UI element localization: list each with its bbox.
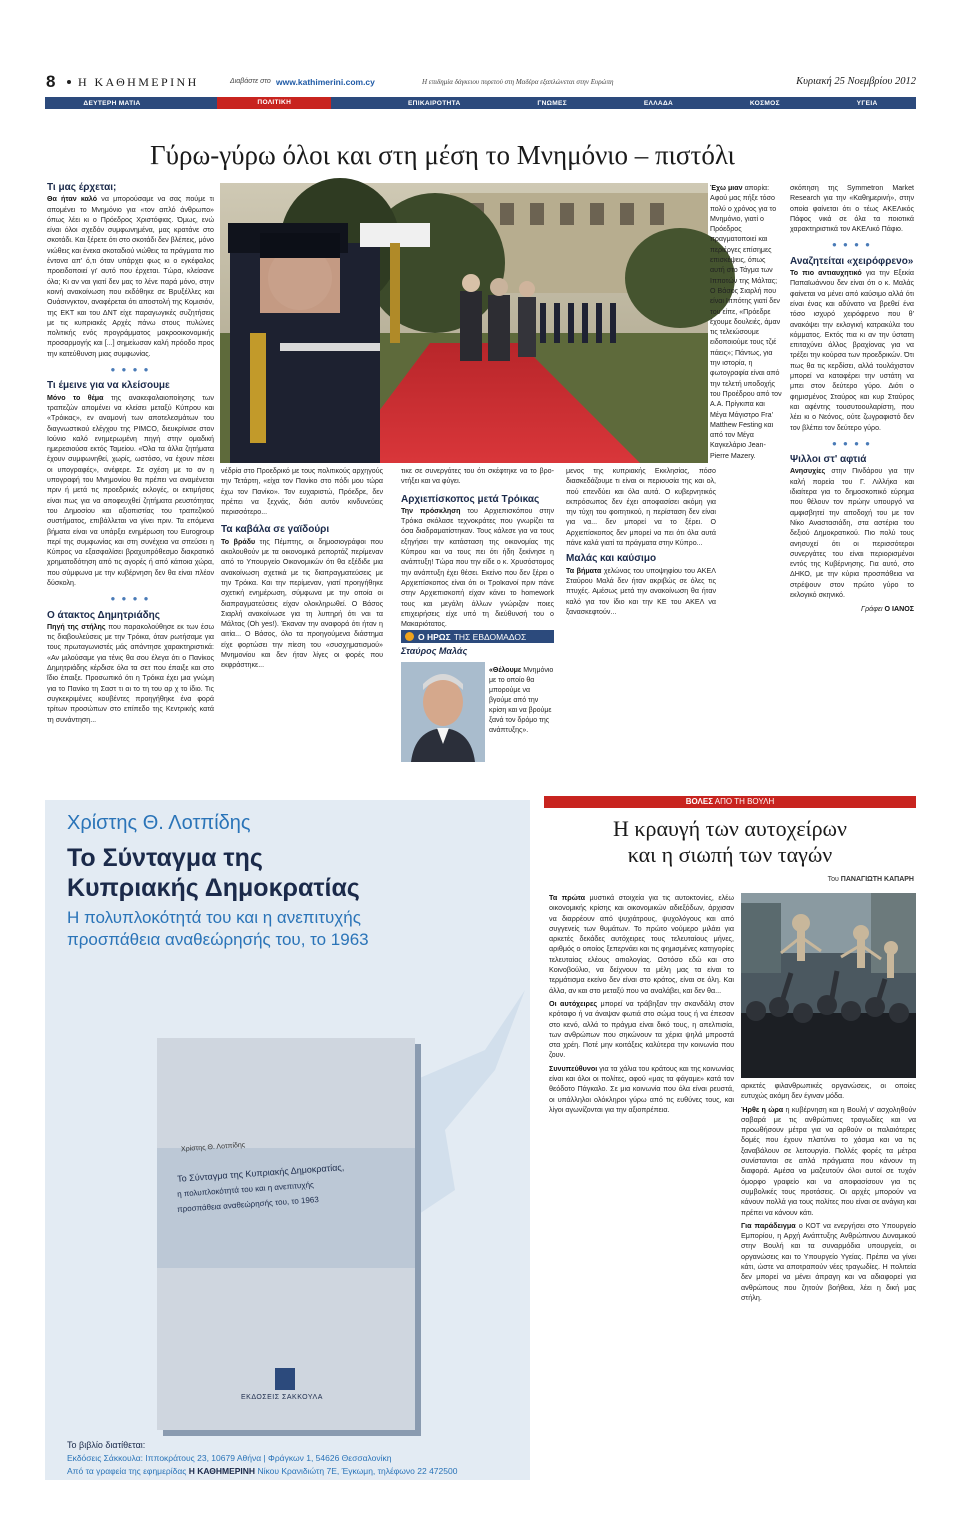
- crop-mark: [0, 48, 960, 49]
- voles-headline-1: Η κραυγή των αυτοχείρων: [613, 816, 847, 841]
- read-prefix: Διαβάστε στο: [230, 78, 271, 85]
- bullet-icon: [67, 80, 71, 84]
- paragraph-text: μπορεί να τράβηξαν την σκανδάλη στον κρόταφο ή να άναψαν φωτιά στο σώμα τους ή να έπεσαν στο κενό, αλλά το πράγμα είναι δικό τους, η απελπισία, των ανθρώπων που σηκώνουν τα χέρια ψηλά μπροστά στα χρέη. Ποτέ μην κοιτάξεις καλύτερα την κοινωνία που ζουν.: [549, 998, 734, 1060]
- paper-name: Η ΚΑΘΗΜΕΡΙΝΗ: [78, 75, 199, 89]
- paragraph-text: για τα χάλια του κράτους και της κοινωνίας είναι και όλοι οι πολίτες, αφού «μας τα φάγαμε» κατά τον θεόδοτο Πάγκαλο. Σε μια κοινωνία που όλα είναι ρευστά, οι υπάλληλοι ολόκληροι γύρω από τις ευθύνες τους, και λίγοι αγωνίζονται για την αξιοπρέπεια.: [549, 1063, 735, 1114]
- main-headline: Γύρω-γύρω όλοι και στη μέση το Μνημόνιο – πιστόλι: [150, 140, 735, 170]
- nav-item-gnomes[interactable]: ΓΝΩΜΕΣ: [537, 99, 568, 107]
- lead-text: Ήρθε η ώρα: [741, 1104, 784, 1114]
- main-photo-illustration: [220, 183, 708, 463]
- ad-subtitle-line-1: Η πολυπλοκότητά του και η ανεπιτυχής: [67, 908, 361, 927]
- book-author: Χρίστης Θ. Λοτπίδης: [180, 1141, 246, 1154]
- section-title-o-ataktos: Ο άτακτος Δημητριάδης: [47, 609, 160, 621]
- book-title: Το Σύνταγμα της Κυπριακής Δημοκρατίας,: [176, 1162, 345, 1184]
- lead-text: Έχω μιαν: [710, 184, 743, 192]
- section-title-arxiepiskopos: Αρχιεπίσκοπος μετά Τρόικας: [401, 493, 540, 505]
- ad-title-line-1: Το Σύνταγμα της: [67, 844, 263, 872]
- hero-quote: [489, 666, 554, 736]
- nav-item-politiki[interactable]: ΠΟΛΙΤΙΚΗ: [217, 97, 331, 109]
- nav-item-epikairotita[interactable]: ΕΠΙΚΑΙΡΟΤΗΤΑ: [407, 99, 461, 107]
- portrait-illustration: [401, 662, 485, 762]
- paragraph-text: για την Εξεκία Παπαϊωάννου δεν είναι ότι ο κ. Μαλάς φαίνεται να μένει από καύσιμο αλλά ότι είναι ένας και αδύνατο να βρεθεί ένα τόσο ισχυρό χειρόφρενο που θ' ανακόψει την εκλογική κατρακύλα του κόμματος. Εκτός πια κι αν την ύστατη επιταχύνει άλλος βραχίονας για να τρέξει την κούρσα των προεδρικών. Ότι πως θα τις κερδίσει, αλλά τουλάχιστον μπορεί να καταφέρει την υστάτη να μπει στον δεύτερο γύρο. Διότι ο φημισμένος Σταύρος και κυρ Σταύρος και αφέντης τουσυτοουλαρίστη, που λέει κι ο Νεόνος, ούτε ζωγραφιστό δεν τον βλέπει τον δεύτερο γύρο.: [790, 269, 914, 432]
- hero-badge: [401, 630, 554, 643]
- column-mid-3: [566, 466, 716, 776]
- quote-text: Μνημόνιο με το οποίο θα μπορούμε να βγούμε από την κρίση και να βρούμε ξανά τον δρόμο της ανάπτυξης».: [489, 667, 554, 734]
- lead-text: Θα ήταν καλό: [47, 195, 98, 204]
- hero-name: Σταύρος Μαλάς: [401, 646, 468, 656]
- paragraph-text: στην Πινδάρου για την καλή πορεία του Γ. Λιλλήκα και ιδιαίτερα για το δημοσκοπικό εύρημα που θέλουν τον πρώην υπουργό να αμφισβητεί την αποδοχή του με τον Νίκο Αναστασιάδη, στα αστέρια του δεξιού Δημοκρατικού. Πιο πολύ τους ανησυχεί ότι οι περισσότεροι συνεργάτες του είναι περιορισμένοι εντός της Κυβέρνησης. Για αυτό, στο ΔΗΚΟ, με την κύρια προσπάθεια να στρέψουν στον πρώτο γύρο το εκλογικό σκηνικό.: [790, 467, 914, 599]
- voles-tag-bold: ΒΟΛΕΣ: [685, 797, 713, 806]
- lead-text: Το βράδυ: [221, 537, 256, 546]
- section-title-gaidouri: Τα καβάλα σε γαϊδούρι: [221, 524, 330, 536]
- page-header: [32, 72, 916, 92]
- protest-photo-illustration: [741, 893, 916, 1078]
- column-mid-1: [221, 466, 383, 776]
- section-nav: [45, 97, 916, 109]
- paragraph-text: η κυβέρνηση και η Βουλή ν' ασχοληθούν σοβαρά με τις ανθρώπινες τραγωδίες και να προωθήσουν μέτρα για να αρθούν οι παλαιότερες δομές που έχουν πλατύνει το χάσμα και να τις ξαναβάλουν σε λειτουργία. Πολλές φορές τα μέτρα συνίστανται σε απλά πράγματα που κάνουν τη διαφορά. Αμέσα να μαζευτούν όλοι αυτοί σε τυχόν όμορφο γραφείο και να αποφασίσουν για τις συμβολικές τους προτάσεις. Οι αρχές μπορούν να κάνουν πολλά για τους πολίτες που είναι σε ανάγκη και πρέπει να κάνουν κάτι.: [741, 1104, 917, 1217]
- paragraph-text: χελώνας του υποψηφίου του ΑΚΕΛ Σταύρου Μαλά δεν ήταν ακριβώς σε όλες τις πτυχές. Αμέσως μετά την ανακοίνωση θα ήταν καλό για τον ίδιο και την ΚΕ του ΑΚΕΛ να ξανασκεφτούν...: [566, 566, 716, 616]
- lead-text: Μόνο το θέμα: [47, 393, 104, 402]
- page-number: 8: [46, 72, 56, 91]
- signature-name: Ο ΙΑΝΟΣ: [884, 605, 914, 614]
- paragraph-text: αρκετές φιλανθρωπικές οργανώσεις, οι οποίες ευτυχώς ακόμη δεν έγιναν μόδα.: [741, 1081, 916, 1101]
- paragraph-text: της Πέμπτης, οι δημοσιογράφοι που ακολουθούν με τα οικονομικά ρεπορτάζ περίμεναν από το Υπουργείο Οικονομικών ότι θα εξέδιδε μια ανακοίνωση σχετικά με τις διαπραγματεύσεις με την Τρόικα. Και την περίμεναν, γιατί προηγήθηκε σχετική ενημέρωση, σύμφωνα με την οποία οι διαπραγματεύσεις είχαν ολοκληρωθεί. Ο Βάσος Σιαρλή ανακοίνωσε για τη λυπηρή ότι ναι τα Μάλτας (Oh yes!). Έκαναν την αναφορά ότι ήταν η αιτία... Ο Βάσος, όλο τα προηγούμενα διάστημα είχε φορτώσει την πίεση του «συσχηματισμού» Μνημονίου και δεν ήταν λίγες οι φορές που εκφράστηκε...: [221, 537, 383, 670]
- nav-item-kosmos[interactable]: ΚΟΣΜΟΣ: [749, 99, 780, 107]
- paragraph-text: της ανακεφαλαιοποίησης των τραπεζών απομένει να κλείσει μεταξύ Κύπρου και «Τρόικας», εν αναμονή των αποτελεσμάτων του διαγνωστικού ελέγχου της PIMCO, διευκρίνισε στον Ιούνιο καλό ενημερωμένη πηγή στην ομαδική ημερεσιούσα εκτός Ταμείου. «Όλα τα άλλα ζητήματα έχουν συμφωνηθεί, χωρίς, ωστόσο, να έχουν πέσει οι υπογραφές», ανέφερε. Σε σχέση με το αν η υπογραφή του Μνημονίου θα πρέπει να αναμένεται πριν ή μετά τις προεδρικές εκλογές, οι εκτιμήσεις είναι πως για να αποφευχθεί ζητήματα ρευστότητας του Δημοσίου και αξιοπιστίας του τραπεζικού συστήματος, επιβάλλεται να γίνει πριν. Τα επόμενα βήματα είναι να υπάρξει ενημέρωση του Eurogroup περί της συμφωνίας και στη συνέχεια να σπεύσει η Κύπρος να εξασφαλίσει βραχυπρόθεσμο διακρατικό χρηματοδότηση από τις αγορές ή από κάποια χώρα, που σύμφωνα με την κυβέρνηση δεν θα είναι πλέον δύσκολη.: [47, 393, 214, 587]
- voles-headline-2: και η σιωπή των ταγών: [627, 842, 833, 867]
- lead-text: Τα βήματα: [566, 566, 602, 575]
- ad-title-line-2: Κυπριακής Δημοκρατίας: [67, 874, 360, 902]
- byline-prefix: Του: [827, 876, 839, 883]
- nav-item-ellada[interactable]: ΕΛΛΑΔΑ: [643, 99, 674, 107]
- paragraph-text: ο ΚΟΤ να ενεργήσει στο Υπουργείο Εμπορίου, η Αρχή Ανάπτυξης Ανθρώπινου Δυναμικού στην Βουλή και τα συναρμόδια υπουργεία, οι οργανώσεις και το Υπουργείο Υγείας. Πρέπει να γίνει κάτι, ώστε να αποτραπούν νέες τραγωδίες. Η πολιτεία δεν μπορεί να μένει άπραγη και να αδιαφορεί για ανθρώπους που ζητούν βοήθεια, λέει η δική μας στήλη.: [741, 1220, 916, 1302]
- book-publisher: ΕΚΔΟΣΕΙΣ ΣΑΚΚΟΥΛΑ: [241, 1394, 323, 1401]
- lead-text: Την πρόσκληση: [401, 506, 461, 515]
- book-subtitle-1: η πολυπλοκότητά του και η ανεπιτυχής: [176, 1180, 315, 1199]
- lead-text: Πηγή της στήλης: [47, 622, 106, 631]
- nav-item-deftera-matia[interactable]: ΔΕΥΤΕΡΗ ΜΑΤΙΑ: [83, 99, 141, 107]
- ad-author: Χρίστης Θ. Λοτπίδης: [67, 812, 251, 834]
- lead-text: Για παράδειγμα: [741, 1220, 796, 1230]
- section-title-ti-mas-erxetai: Τι μας έρχεται;: [47, 182, 117, 193]
- ad-line-1: Εκδόσεις Σάκκουλα: Ιπποκράτους 23, 10679 Αθήνα | Φράγκων 1, 54626 Θεσσαλονίκη: [67, 1453, 392, 1463]
- lead-text: Οι αυτόχειρες: [549, 998, 598, 1008]
- paragraph-text: μυστικά στοιχεία για τις αυτοκτονίες, ελέω οικονομικής κρίσης και οικονομικών αδιεξόδων, άρχισαν να διαρρέουν από ψυχιάτρους, ψυχολόγους και από συγγενείς των θυμάτων. Το πρώτο νούμερο μιλάει για αρκετές δεκάδες αυτόχειρες τους τελευταίους μήνες, αριθμός ο οποίος ξεπερνάει και τις φημισμένες κατηγορίες τελευταίας ελέους αιτιολογίας. Ωστόσο εδώ και στο Κοινοβούλιο, να δείχνουν τα μέλη μας τα είναι το τερμάτισμα εκείνο δεν είναι στο κράτος, είναι σε όλη. Και άλλα, αν και στο μεταξύ που να αναλάβει, και δεν θα...: [549, 893, 734, 995]
- ad-line-2-suffix: Νίκου Κρανιδιώτη 7Ε, Έγκωμη, τηλέφωνο 22 472500: [257, 1466, 458, 1476]
- ad-line-2: [67, 1466, 457, 1476]
- divider-dots: ● ● ● ●: [832, 438, 872, 448]
- section-title-psilloi: Ψιλλοι στ' αφτιά: [790, 454, 867, 466]
- ad-available: Το βιβλίο διατίθεται:: [67, 1440, 146, 1450]
- quote-lead: «Θέλουμε: [489, 667, 522, 674]
- voles-column-2: [741, 1081, 916, 1481]
- publisher-logo-icon: [275, 1368, 295, 1390]
- ad-line-2-prefix: Από τα γραφεία της εφημερίδας: [67, 1466, 187, 1476]
- ad-subtitle-line-2: προσπάθεια αναθεώρησής του, το 1963: [67, 930, 369, 949]
- paragraph-text: μενος της κυπριακής Εκκλησίας, πόσο διασκεδάζουμε τι είναι οι περιουσία της και ολ, πού επενδύει και όλα αυτά. Ο κυβερνητικός εκπρόσωπος δεν έχει αποφασίσει ακόμη για την τύχη του φοιτητικού, η περίσταση δεν είναι για να... δεν μπορεί να το ξέρει. Ο Αρχιεπίσκοπος δεν μπορεί να πει ότι όλα αυτά πάνε καλά γιατί τα πράγματα στην Κύπρο...: [566, 467, 716, 548]
- hero-badge-sub: ΤΗΣ ΕΒΔΟΜΑΔΟΣ: [453, 631, 527, 642]
- header-teaser[interactable]: Η επιδημία δάγκειου πυρετού στη Μαδέρα εξαπλώνεται στην Ευρώπη: [422, 78, 614, 86]
- divider-dots: ● ● ● ●: [110, 365, 151, 375]
- ad-line-2-paper: Η ΚΑΘΗΜΕΡΙΝΗ: [188, 1466, 256, 1476]
- issue-date: Κυριακή 25 Νοεμβρίου 2012: [796, 76, 916, 87]
- byline-name: ΠΑΝΑΓΙΩΤΗ ΚΑΠΑΡΗ: [840, 876, 914, 883]
- protest-photo: [741, 893, 916, 1078]
- paragraph-text: σκόπηση της Symmetron Market Research για την «Καθημερινή», στην οποία φαίνεται ότι ο τέως ΑΚΕΛικός Πάφος νικά σε όλα τα ποιοτικά χαρακτηριστικά τον ΑΚΕΛικό Πάφιο.: [790, 184, 914, 234]
- book-subtitle-2: προσπάθεια αναθεώρησής του, το 1963: [176, 1195, 320, 1214]
- lead-text: Το πιο αντιαυχητικό: [790, 269, 862, 278]
- paragraph-text: τικε σε συνεργάτες του ότι σκέφτηκε να το βρο- ντήξει και να φύγει.: [401, 467, 554, 486]
- signature-prefix: Γράφει: [861, 605, 883, 614]
- voles-tag-rest: ΑΠΟ ΤΗ ΒΟΥΛΗ: [714, 797, 775, 806]
- lead-text: Συνυπεύθυνοι: [549, 1063, 598, 1073]
- column-1: [47, 183, 214, 775]
- hero-badge-title: Ο ΗΡΩΣ: [418, 631, 451, 642]
- book-cover: [157, 1038, 415, 1430]
- voles-column-1: [549, 893, 734, 1483]
- book-advertisement[interactable]: [45, 800, 530, 1480]
- hero-of-week: [401, 630, 554, 780]
- column-right-2: [790, 183, 914, 778]
- paragraph-text: που παρακολούθησε εκ των έσω τις διαβουλεύσεις με την Τρόικα, όταν ρωτήσαμε για τους πρωταγωνιστές μάς απάντησε χαρακτηριστικά: «Αν μιλούσαμε για τένις θα σου έλεγα ότι ο Πανίκος Δημητριάδης κέρδισε όλα τα σετ που έπαιξε και στο ΐδιο έπαιξε. Προσωπικό ότι η Τρόικα έχει μια γνώμη για το Πανίκο τη Σαστ τι αι το τη του αρ χ το ίδιο. Τις συγκεκριμένες κουβέντες προηγήθηκε ένα φορά τρίτων προσώπων στο επίπεδο της Κεντρικής κατά τη συνάντηση...: [47, 622, 214, 724]
- section-title-ti-emeine: Τι έμεινε για να κλείσουμε: [47, 380, 170, 392]
- voles-tag: [544, 796, 916, 808]
- lead-text: Ανησυχίες: [790, 467, 826, 476]
- section-title-xeirofreno: Αναζητείται «χειρόφρενο»: [790, 255, 914, 267]
- paragraph-text: του Αρχιεπισκόπου στην Τρόικα σκόλασε τεχνοκράτες που γνωρίζει τα όσα διαδραματίστηκαν. Τους κάλεσε για να τους εξηγήσει την κατάσταση της οικονομίας της Κύπρου και να τους πει ότι ήδη ξεκίνησε η ανάπτυξη! Τώρα που την είδε ο κ. Χρυσόστομος την ανάπτυξη έχει θέσει. Εκείνο που δεν ξέρει ο Αρχιεπίσκοπος είναι ότι οι Τροϊκανοί πριν πάνε στην Αρχιεπισκοπή είχαν κάνει το homework τους και μεγάλη άλλων γνώριζαν ποιες επιχειρήσεις είχε υπό τη διεύθυνσή του ο Μακαριότατος.: [401, 506, 554, 629]
- nav-item-ygeia[interactable]: ΥΓΕΙΑ: [856, 99, 878, 107]
- column-right-1: [710, 183, 782, 465]
- section-title-malas: Μαλάς και καύσιμο: [566, 553, 657, 565]
- paragraph-text: απορία: Αφού μας πήξε τόσο πολύ ο χρόνος για το Μνημόνιο, γιατί ο Πρόεδρος πραγματοποιεί και περιέργες επίσημες επισκέψεις, όπως αυτή στο Τάγμα των Ιπποτών της Μάλτας; Ο Βάσος Σιαρλή που είναι Ιππότης γιατί δεν του είπε, «Πρόεδρε έχουμε δουλειές, άμαν τις τελειώσουμε ειδοποιούμε τους τζιέ πάεις»; Πάντως, για την ιστορία, η φωτογραφία είναι από την τελετή υποδοχής του Προέδρου από τον Α.Α. Πρίγκιπα και Μέγα Μάγιστρο Fra' Matthew Festing και από τον Μέγα Καγκελάριο Jean-Pierre Mazery.: [710, 184, 782, 460]
- paragraph-text: νέδρία στο Προεδρικό με τους πολιτικούς αρχηγούς την Τετάρτη, «είχα τον Πανίκο στο πόδι μου τώρα έχω τον Πανίκο». Τον ευχαριστώ, Πρόεδρε, δεν πρέπει να ξεχνάς, διότι αυτόν κινδυνεύεις περισσότερο...: [221, 467, 383, 517]
- hero-photo: [401, 662, 485, 762]
- info-icon: [405, 632, 414, 641]
- voles-byline: [640, 876, 914, 883]
- divider-dots: ● ● ● ●: [832, 240, 872, 250]
- site-link[interactable]: www.kathimerini.com.cy: [276, 77, 375, 87]
- divider-dots: ● ● ● ●: [110, 594, 151, 604]
- column-mid-2: [401, 466, 554, 629]
- main-photo: [220, 183, 708, 463]
- paragraph-text: να μπορούσαμε να σας πούμε τι απομένει το Μνημόνιο για «τον απλό άνθρωπο» όπως λέει κι ο Πρόεδρος Χριστόφιας. Όμως, ενώ είναι όλοι σχεδόν συμφωνημένα, μας κρατάνε στο σκοτάδι. Και ξέρετε ότι στο σκοτάδι δεν βλέπεις, μόνο νιώθεις και ένεκα σκοταδιού νιώθεις τα πράγματα πιο έντονα απ' ό,τι όταν υπάρχει φως κι ο εγκέφαλος προειδοποιεί γι' αυτό που έρχεται. Τώρα, κλείσανε όλα; Κι αν ναι γιατί δεν μας το λένε παρά μόνο, στην κοινή ανακοίνωση που εκδόθηκε σε Βρυξέλλες και Ουάσινγκτον, αναφέρεται ότι αποστολή της Κομισιόν, της ΕΚΤ και του ΔΝΤ είχε παραγωγικές συζητήσεις με τις κυπριακές Αρχές πάνω στους πυλώνες πολιτικής ενός προγράμματος μακροοικονομικής προσαρμογής και [...] σημείωσαν καλή πρόοδο προς την κατεύθυνση μιας συμφωνίας.: [47, 195, 214, 358]
- lead-text: Τα πρώτα: [549, 893, 586, 902]
